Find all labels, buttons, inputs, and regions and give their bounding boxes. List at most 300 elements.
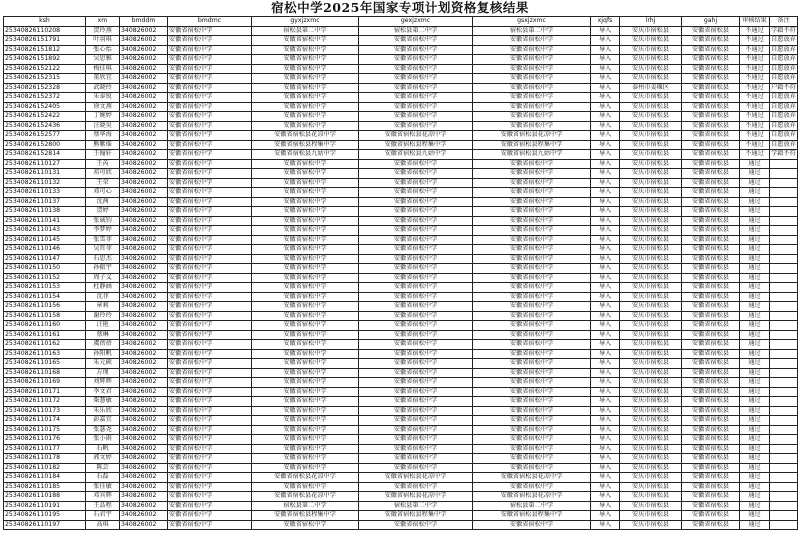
table-cell: 340826002: [120, 492, 168, 502]
table-header-row: [4, 17, 798, 27]
table-cell: 安徽省宿松县九姑中学: [252, 150, 359, 160]
table-cell: 安徽省宿松县: [682, 121, 740, 131]
table-cell: 不通过: [740, 150, 770, 160]
table-cell: 自愿放弃: [771, 102, 796, 110]
table-cell: 安庆市宿松县: [620, 216, 682, 226]
table-cell: [770, 349, 798, 359]
table-cell: 通过: [740, 226, 770, 236]
table-cell: 安徽省宿松县: [682, 93, 740, 103]
table-cell: 安徽省宿松县: [682, 254, 740, 264]
table-cell: 安徽省宿松县: [682, 473, 740, 483]
table-cell: 340826002: [120, 207, 168, 217]
table-cell: 340826002: [120, 131, 168, 141]
table-cell: 25340826110182: [4, 463, 86, 473]
table-cell: 导入: [591, 235, 620, 245]
table-cell: 导入: [591, 397, 620, 407]
table-cell: 25340826110143: [4, 226, 86, 236]
table-cell: 340826002: [120, 435, 168, 445]
table-cell: 导入: [591, 26, 620, 36]
table-cell: 安徽省宿松中学: [168, 235, 252, 245]
table-cell: 25340826152422: [4, 112, 86, 122]
table-cell: 通过: [740, 492, 770, 502]
table-cell: 通过: [740, 368, 770, 378]
table-cell: 安徽省宿松县程集中学: [252, 511, 359, 521]
table-row: [4, 178, 798, 188]
table-cell: 安徽省宿松中学: [359, 207, 473, 217]
table-cell: 安徽省宿松中学: [473, 178, 591, 188]
table-cell: 25340826152814: [4, 150, 86, 160]
table-cell: 安徽省宿松中学: [473, 169, 591, 179]
table-cell: 安徽省宿松中学: [473, 254, 591, 264]
table-cell: 梅佳琪: [86, 64, 120, 74]
table-cell: [770, 188, 798, 198]
table-cell: [770, 511, 798, 521]
table-cell: 25340826151791: [4, 36, 86, 46]
table-cell: 熊紫瑶: [86, 140, 120, 150]
table-cell: [770, 264, 798, 274]
table-cell: 通过: [740, 292, 770, 302]
table-cell: 安徽省宿松县: [682, 112, 740, 122]
table-cell: 自愿放弃: [771, 74, 796, 82]
table-cell: 安徽省宿松县花凉中学: [359, 473, 473, 483]
table-cell: 安徽省宿松中学: [252, 245, 359, 255]
table-cell: 安庆市宿松县: [620, 235, 682, 245]
column-header: 备注: [770, 17, 798, 27]
table-cell: 安徽省宿松县: [682, 406, 740, 416]
table-cell: 25340826110137: [4, 197, 86, 207]
table-cell: 安徽省宿松中学: [359, 397, 473, 407]
table-cell: 安徽省宿松县花凉中学: [473, 473, 591, 483]
table-cell: 25340826152328: [4, 83, 86, 93]
table-cell: [770, 397, 798, 407]
table-cell: 安徽省宿松中学: [252, 444, 359, 454]
table-cell: 安徽省宿松中学: [168, 74, 252, 84]
table-cell: 王芮: [86, 159, 120, 169]
table-cell: 安庆市宿松县: [620, 188, 682, 198]
table-row: [4, 435, 798, 445]
table-cell: 安徽省宿松县: [682, 501, 740, 511]
table-cell: 安庆市宿松县: [620, 511, 682, 521]
table-cell: 安徽省宿松中学: [473, 207, 591, 217]
table-cell: 导入: [591, 368, 620, 378]
table-cell: 安徽省宿松中学: [168, 321, 252, 331]
table-cell: 安徽省宿松中学: [359, 245, 473, 255]
table-cell: 安徽省宿松县花凉中学: [252, 131, 359, 141]
table-cell: 340826002: [120, 254, 168, 264]
table-cell: 25340826110178: [4, 454, 86, 464]
table-cell: 安徽省宿松县: [682, 463, 740, 473]
table-cell: 安徽省宿松中学: [359, 463, 473, 473]
table-row: [4, 368, 798, 378]
table-cell: 宿松县第二中学: [252, 501, 359, 511]
table-cell: 安徽省宿松中学: [168, 435, 252, 445]
table-cell: [770, 302, 798, 312]
table-cell: 孙阳帆: [86, 349, 120, 359]
table-cell: 25340826110131: [4, 169, 86, 179]
table-cell: 安徽省宿松中学: [252, 188, 359, 198]
table-cell: 安徽省宿松中学: [252, 378, 359, 388]
table-cell: 25340826110156: [4, 302, 86, 312]
table-cell: 安徽省宿松中学: [252, 83, 359, 93]
table-cell: 导入: [591, 245, 620, 255]
table-cell: 导入: [591, 140, 620, 150]
column-header: gahj: [682, 17, 740, 27]
table-row: [4, 463, 798, 473]
table-cell: 340826002: [120, 112, 168, 122]
table-row: [4, 340, 798, 350]
table-cell: 安徽省宿松中学: [473, 216, 591, 226]
table-cell: 安庆市宿松县: [620, 321, 682, 331]
table-cell: 340826002: [120, 416, 168, 426]
table-cell: 安徽省宿松中学: [252, 74, 359, 84]
table-row: [4, 378, 798, 388]
table-cell: [770, 520, 798, 530]
table-cell: 不通过: [740, 26, 770, 36]
table-cell: 导入: [591, 283, 620, 293]
table-cell: 安徽省宿松中学: [168, 368, 252, 378]
table-cell: 安徽省宿松县: [682, 36, 740, 46]
table-cell: 安徽省宿松中学: [473, 292, 591, 302]
table-cell: 安庆市宿松县: [620, 302, 682, 312]
table-cell: [770, 340, 798, 350]
table-cell: 340826002: [120, 159, 168, 169]
table-cell: 安徽省宿松中学: [359, 254, 473, 264]
table-cell: 25340826110152: [4, 273, 86, 283]
table-row: [4, 26, 798, 36]
table-row: [4, 83, 798, 93]
table-cell: 25340826152436: [4, 121, 86, 131]
table-cell: 安庆市宿松县: [620, 416, 682, 426]
table-cell: 安徽省宿松中学: [359, 349, 473, 359]
table-cell: 安徽省宿松中学: [359, 482, 473, 492]
table-cell: 340826002: [120, 273, 168, 283]
table-cell: 安徽省宿松中学: [168, 64, 252, 74]
table-cell: 导入: [591, 45, 620, 55]
table-cell: 340826002: [120, 235, 168, 245]
table-row: [4, 283, 798, 293]
table-cell: 安徽省宿松县: [682, 520, 740, 530]
table-row: [4, 207, 798, 217]
table-cell: 安庆市宿松县: [620, 501, 682, 511]
table-cell: 导入: [591, 387, 620, 397]
table-cell: 340826002: [120, 444, 168, 454]
table-cell: 祁可欣: [86, 169, 120, 179]
table-cell: 340826002: [120, 302, 168, 312]
table-cell: 25340826110145: [4, 235, 86, 245]
table-cell: 安徽省宿松中学: [473, 482, 591, 492]
table-cell: 安徽省宿松中学: [473, 45, 591, 55]
table-cell: 安徽省宿松县: [682, 292, 740, 302]
table-cell: 25340826110184: [4, 473, 86, 483]
table-cell: 导入: [591, 511, 620, 521]
table-cell: 安庆市宿松县: [620, 207, 682, 217]
table-cell: 导入: [591, 64, 620, 74]
table-cell: 安庆市宿松县: [620, 292, 682, 302]
table-cell: 安庆市宿松县: [620, 140, 682, 150]
table-cell: 安徽省宿松中学: [473, 74, 591, 84]
table-cell: 25340826110197: [4, 520, 86, 530]
table-cell: 安徽省宿松中学: [252, 197, 359, 207]
table-cell: 导入: [591, 435, 620, 445]
table-cell: 安徽省宿松县花凉中学: [473, 131, 591, 141]
table-cell: 安徽省宿松县: [682, 216, 740, 226]
table-cell: 340826002: [120, 36, 168, 46]
table-cell: 340826002: [120, 349, 168, 359]
table-cell: [770, 207, 798, 217]
table-cell: 安徽省宿松县: [682, 245, 740, 255]
table-row: [4, 273, 798, 283]
table-row: [4, 140, 798, 150]
table-cell: 安徽省宿松中学: [252, 387, 359, 397]
table-cell: 方瑾: [86, 368, 120, 378]
table-cell: 安徽省宿松县: [682, 368, 740, 378]
table-cell: 安徽省宿松中学: [252, 321, 359, 331]
table-cell: 通过: [740, 425, 770, 435]
table-cell: 安徽省宿松中学: [359, 321, 473, 331]
table-cell: 安徽省宿松中学: [168, 482, 252, 492]
table-cell: 安徽省宿松中学: [168, 473, 252, 483]
table-cell: 朱元硕: [86, 359, 120, 369]
table-cell: 安徽省宿松中学: [168, 150, 252, 160]
table-cell: 安徽省宿松中学: [359, 226, 473, 236]
table-cell: 安徽省宿松中学: [359, 235, 473, 245]
table-cell: 不通过: [740, 45, 770, 55]
table-cell: 安庆市宿松县: [620, 36, 682, 46]
table-cell: 通过: [740, 340, 770, 350]
table-cell: 安徽省宿松中学: [252, 425, 359, 435]
table-cell: 通过: [740, 159, 770, 169]
table-cell: 安徽省宿松中学: [473, 273, 591, 283]
table-cell: 宿松县第二中学: [473, 501, 591, 511]
table-cell: 安徽省宿松中学: [359, 121, 473, 131]
table-cell: 25340826110127: [4, 159, 86, 169]
table-cell: 安徽省宿松县: [682, 102, 740, 112]
table-cell: 安徽省宿松中学: [473, 463, 591, 473]
table-cell: 安徽省宿松中学: [168, 121, 252, 131]
table-cell: 安徽省宿松中学: [252, 330, 359, 340]
table-cell: 安徽省宿松中学: [473, 302, 591, 312]
table-cell: 340826002: [120, 368, 168, 378]
table-cell: 安徽省宿松中学: [168, 283, 252, 293]
table-cell: 李文君: [86, 387, 120, 397]
table-cell: 导入: [591, 121, 620, 131]
table-cell: 340826002: [120, 102, 168, 112]
table-cell: 安庆市宿松县: [620, 463, 682, 473]
table-cell: [770, 273, 798, 283]
table-cell: [770, 245, 798, 255]
table-cell: 安徽省宿松中学: [168, 311, 252, 321]
table-cell: 340826002: [120, 311, 168, 321]
table-cell: 自愿放弃: [771, 36, 796, 44]
table-cell: 通过: [740, 283, 770, 293]
table-cell: 安徽省宿松中学: [473, 321, 591, 331]
table-cell: 丁婉婷: [86, 112, 120, 122]
table-cell: 安庆市宿松县: [620, 64, 682, 74]
table-cell: 安徽省宿松中学: [168, 463, 252, 473]
table-cell: 导入: [591, 311, 620, 321]
table-cell: 导入: [591, 216, 620, 226]
table-row: [4, 492, 798, 502]
table-cell: 安徽省宿松中学: [168, 511, 252, 521]
table-cell: [770, 197, 798, 207]
table-cell: 安徽省宿松中学: [168, 520, 252, 530]
table-cell: 高琪: [86, 520, 120, 530]
table-cell: 杜静涵: [86, 283, 120, 293]
table-cell: 通过: [740, 520, 770, 530]
table-cell: 自愿放弃: [771, 45, 796, 53]
table-cell: 安徽省宿松中学: [473, 311, 591, 321]
table-cell: 通过: [740, 273, 770, 283]
table-cell: 吴思雅: [86, 55, 120, 65]
table-cell: 安徽省宿松中学: [252, 207, 359, 217]
table-cell: 安庆市宿松县: [620, 492, 682, 502]
table-cell: 安庆市宿松县: [620, 378, 682, 388]
table-cell: 导入: [591, 492, 620, 502]
table-cell: 通过: [740, 207, 770, 217]
table-cell: 安徽省宿松中学: [252, 45, 359, 55]
table-cell: 25340826110153: [4, 283, 86, 293]
table-cell: 安徽省宿松中学: [473, 416, 591, 426]
table-cell: [770, 292, 798, 302]
table-cell: 安庆市宿松县: [620, 169, 682, 179]
table-cell: 安徽省宿松中学: [168, 492, 252, 502]
table-row: [4, 501, 798, 511]
table-cell: 安徽省宿松中学: [359, 45, 473, 55]
table-cell: 安徽省宿松县程集中学: [473, 511, 591, 521]
table-cell: 25340826110177: [4, 444, 86, 454]
table-cell: [770, 463, 798, 473]
table-cell: 340826002: [120, 93, 168, 103]
table-cell: 蔡华海: [86, 131, 120, 141]
table-cell: 汪晓昊: [86, 121, 120, 131]
table-cell: 安徽省宿松中学: [473, 406, 591, 416]
table-cell: [770, 330, 798, 340]
table-cell: 安庆市宿松县: [620, 178, 682, 188]
table-cell: 340826002: [120, 501, 168, 511]
table-cell: 安徽省宿松中学: [473, 397, 591, 407]
table-cell: 章莉: [86, 302, 120, 312]
table-cell: 安徽省宿松中学: [168, 207, 252, 217]
table-cell: 安徽省宿松中学: [359, 520, 473, 530]
table-cell: [770, 435, 798, 445]
table-cell: 安徽省宿松中学: [359, 435, 473, 445]
table-cell: 340826002: [120, 378, 168, 388]
table-cell: 安徽省宿松中学: [252, 520, 359, 530]
table-cell: 安徽省宿松县: [682, 64, 740, 74]
table-cell: 导入: [591, 406, 620, 416]
table-row: [4, 321, 798, 331]
table-cell: 25340826110160: [4, 321, 86, 331]
table-cell: 刘辉辉: [86, 378, 120, 388]
table-cell: 安徽省宿松中学: [252, 169, 359, 179]
table-cell: 叶羽琪: [86, 36, 120, 46]
table-cell: 25340826152372: [4, 93, 86, 103]
table-cell: 340826002: [120, 283, 168, 293]
table-cell: 安徽省宿松县: [682, 74, 740, 84]
table-cell: 安庆市宿松县: [620, 254, 682, 264]
table-cell: 吴晋菲: [86, 245, 120, 255]
table-row: [4, 216, 798, 226]
table-cell: 安徽省宿松中学: [252, 121, 359, 131]
table-row: [4, 473, 798, 483]
table-cell: 安徽省宿松中学: [359, 178, 473, 188]
table-cell: 安徽省宿松中学: [168, 197, 252, 207]
table-cell: 通过: [740, 321, 770, 331]
table-cell: 安徽省宿松中学: [168, 444, 252, 454]
table-cell: 导入: [591, 501, 620, 511]
table-cell: 安徽省宿松中学: [359, 444, 473, 454]
table-cell: 不通过: [740, 102, 770, 112]
table-cell: 安徽省宿松县花凉中学: [359, 131, 473, 141]
table-cell: 通过: [740, 302, 770, 312]
table-cell: 安徽省宿松中学: [473, 378, 591, 388]
table-cell: [770, 387, 798, 397]
table-cell: 安徽省宿松县: [682, 55, 740, 65]
table-cell: 安徽省宿松中学: [252, 36, 359, 46]
table-cell: 安庆市宿松县: [620, 520, 682, 530]
table-row: [4, 397, 798, 407]
table-cell: 安徽省宿松县: [682, 283, 740, 293]
table-cell: 安徽省宿松县: [682, 150, 740, 160]
table-cell: 导入: [591, 207, 620, 217]
table-cell: 通过: [740, 501, 770, 511]
table-cell: 25340826151812: [4, 45, 86, 55]
table-row: [4, 406, 798, 416]
column-header: ksh: [4, 17, 86, 27]
table-cell: 张诚钧: [86, 216, 120, 226]
table-cell: 安徽省宿松中学: [252, 454, 359, 464]
table-cell: 不通过: [740, 64, 770, 74]
table-cell: 安庆市宿松县: [620, 387, 682, 397]
table-cell: 340826002: [120, 64, 168, 74]
table-row: [4, 520, 798, 530]
table-cell: 安徽省宿松中学: [168, 302, 252, 312]
table-cell: 340826002: [120, 121, 168, 131]
table-cell: 25340826152577: [4, 131, 86, 141]
table-cell: 25340826110154: [4, 292, 86, 302]
table-cell: [770, 216, 798, 226]
table-cell: 340826002: [120, 397, 168, 407]
table-cell: 自愿放弃: [771, 140, 796, 148]
table-row: [4, 45, 798, 55]
table-cell: 安庆市宿松县: [620, 444, 682, 454]
table-row: [4, 454, 798, 464]
table-cell: 安徽省宿松县程集中学: [359, 511, 473, 521]
table-cell: 安徽省宿松中学: [473, 330, 591, 340]
table-cell: 安庆市宿松县: [620, 397, 682, 407]
table-cell: 石磊: [86, 473, 120, 483]
table-cell: 通过: [740, 264, 770, 274]
table-cell: 安徽省宿松中学: [252, 482, 359, 492]
table-row: [4, 55, 798, 65]
table-cell: 安徽省宿松县: [682, 178, 740, 188]
table-cell: 安徽省宿松县: [682, 188, 740, 198]
table-cell: 导入: [591, 112, 620, 122]
table-cell: 汪艳: [86, 321, 120, 331]
table-cell: 25340826152122: [4, 64, 86, 74]
table-cell: 安徽省宿松中学: [252, 178, 359, 188]
table-cell: [770, 425, 798, 435]
table-cell: 通过: [740, 188, 770, 198]
table-cell: [770, 254, 798, 264]
table-cell: 25340826110146: [4, 245, 86, 255]
table-cell: 安徽省宿松县程集中学: [252, 140, 359, 150]
table-row: [4, 169, 798, 179]
table-row: [4, 330, 798, 340]
table-cell: 通过: [740, 197, 770, 207]
table-cell: 安徽省宿松中学: [473, 245, 591, 255]
table-cell: 25340826110138: [4, 207, 86, 217]
